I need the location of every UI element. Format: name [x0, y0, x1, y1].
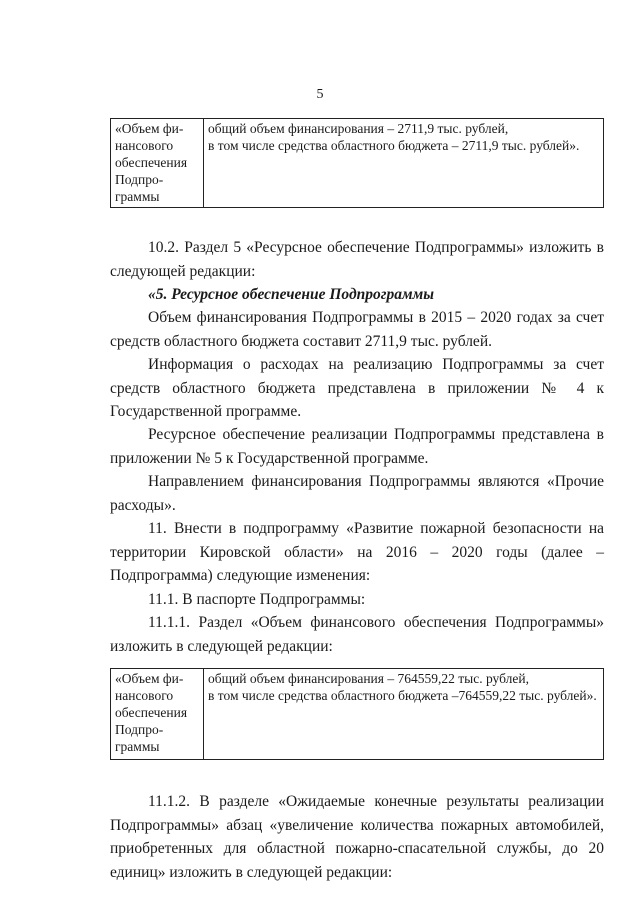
label-line: граммы — [115, 189, 160, 204]
financing-value-cell — [204, 669, 604, 760]
label-line: Подпро- — [115, 172, 164, 187]
paragraph: Ресурсное обеспечение реализации Подпрограммы представлена в приложении № 5 к Государственной программе. — [110, 426, 604, 467]
label-line: Подпро- — [115, 722, 164, 737]
financing-label-cell — [111, 119, 204, 208]
financing-table-2 — [110, 668, 604, 760]
paragraph-11-1-2: 11.1.2. В разделе «Ожидаемые конечные результаты реализации Подпрограммы» абзац «увеличение количества пожарных автомобилей, приобретенных для областной пожарно-спасательной службы, до 20 единиц» изложить в следующей редакции: — [110, 793, 604, 881]
paragraph-11-1-1: 11.1.1. Раздел «Объем финансового обеспечения Подпрограммы» изложить в следующей редакции: — [110, 614, 604, 655]
label-line: нансового — [115, 138, 174, 153]
page-number: 5 — [316, 87, 324, 102]
section-heading: «5. Ресурсное обеспечение Подпрограммы — [148, 286, 434, 303]
label-line: обеспечения — [115, 155, 188, 170]
financing-table-1 — [110, 118, 604, 208]
paragraph: Информация о расходах на реализацию Подпрограммы за счет средств областного бюджета представлена в приложении № 4 к Государственной программе. — [110, 356, 604, 420]
value-line: общий объем финансирования – 2711,9 тыс. рублей, — [208, 121, 509, 136]
paragraph: Направлением финансирования Подпрограммы являются «Прочие расходы». — [110, 473, 604, 514]
label-line: нансового — [115, 688, 174, 703]
label-line: обеспечения — [115, 705, 188, 720]
financing-label-cell — [111, 669, 204, 760]
paragraph: Объем финансирования Подпрограммы в 2015 – 2020 годах за счет средств областного бюджета составит 2711,9 тыс. рублей. — [110, 309, 604, 350]
financing-value-cell — [204, 119, 604, 208]
paragraph-10-2: 10.2. Раздел 5 «Ресурсное обеспечение Подпрограммы» изложить в следующей редакции: — [110, 239, 604, 280]
value-line: в том числе средства областного бюджета –764559,22 тыс. рублей». — [208, 688, 597, 703]
value-line: общий объем финансирования – 764559,22 тыс. рублей, — [208, 671, 529, 686]
label-line: граммы — [115, 739, 160, 754]
label-line: «Объем фи- — [115, 121, 184, 136]
value-line: в том числе средства областного бюджета – 2711,9 тыс. рублей». — [208, 138, 580, 153]
paragraph-11-1: 11.1. В паспорте Подпрограммы: — [148, 591, 366, 608]
label-line: «Объем фи- — [115, 671, 184, 686]
paragraph-11: 11. Внести в подпрограмму «Развитие пожарной безопасности на территории Кировской области» на 2016 – 2020 годы (далее – Подпрограмма) следующие изменения: — [110, 520, 604, 584]
